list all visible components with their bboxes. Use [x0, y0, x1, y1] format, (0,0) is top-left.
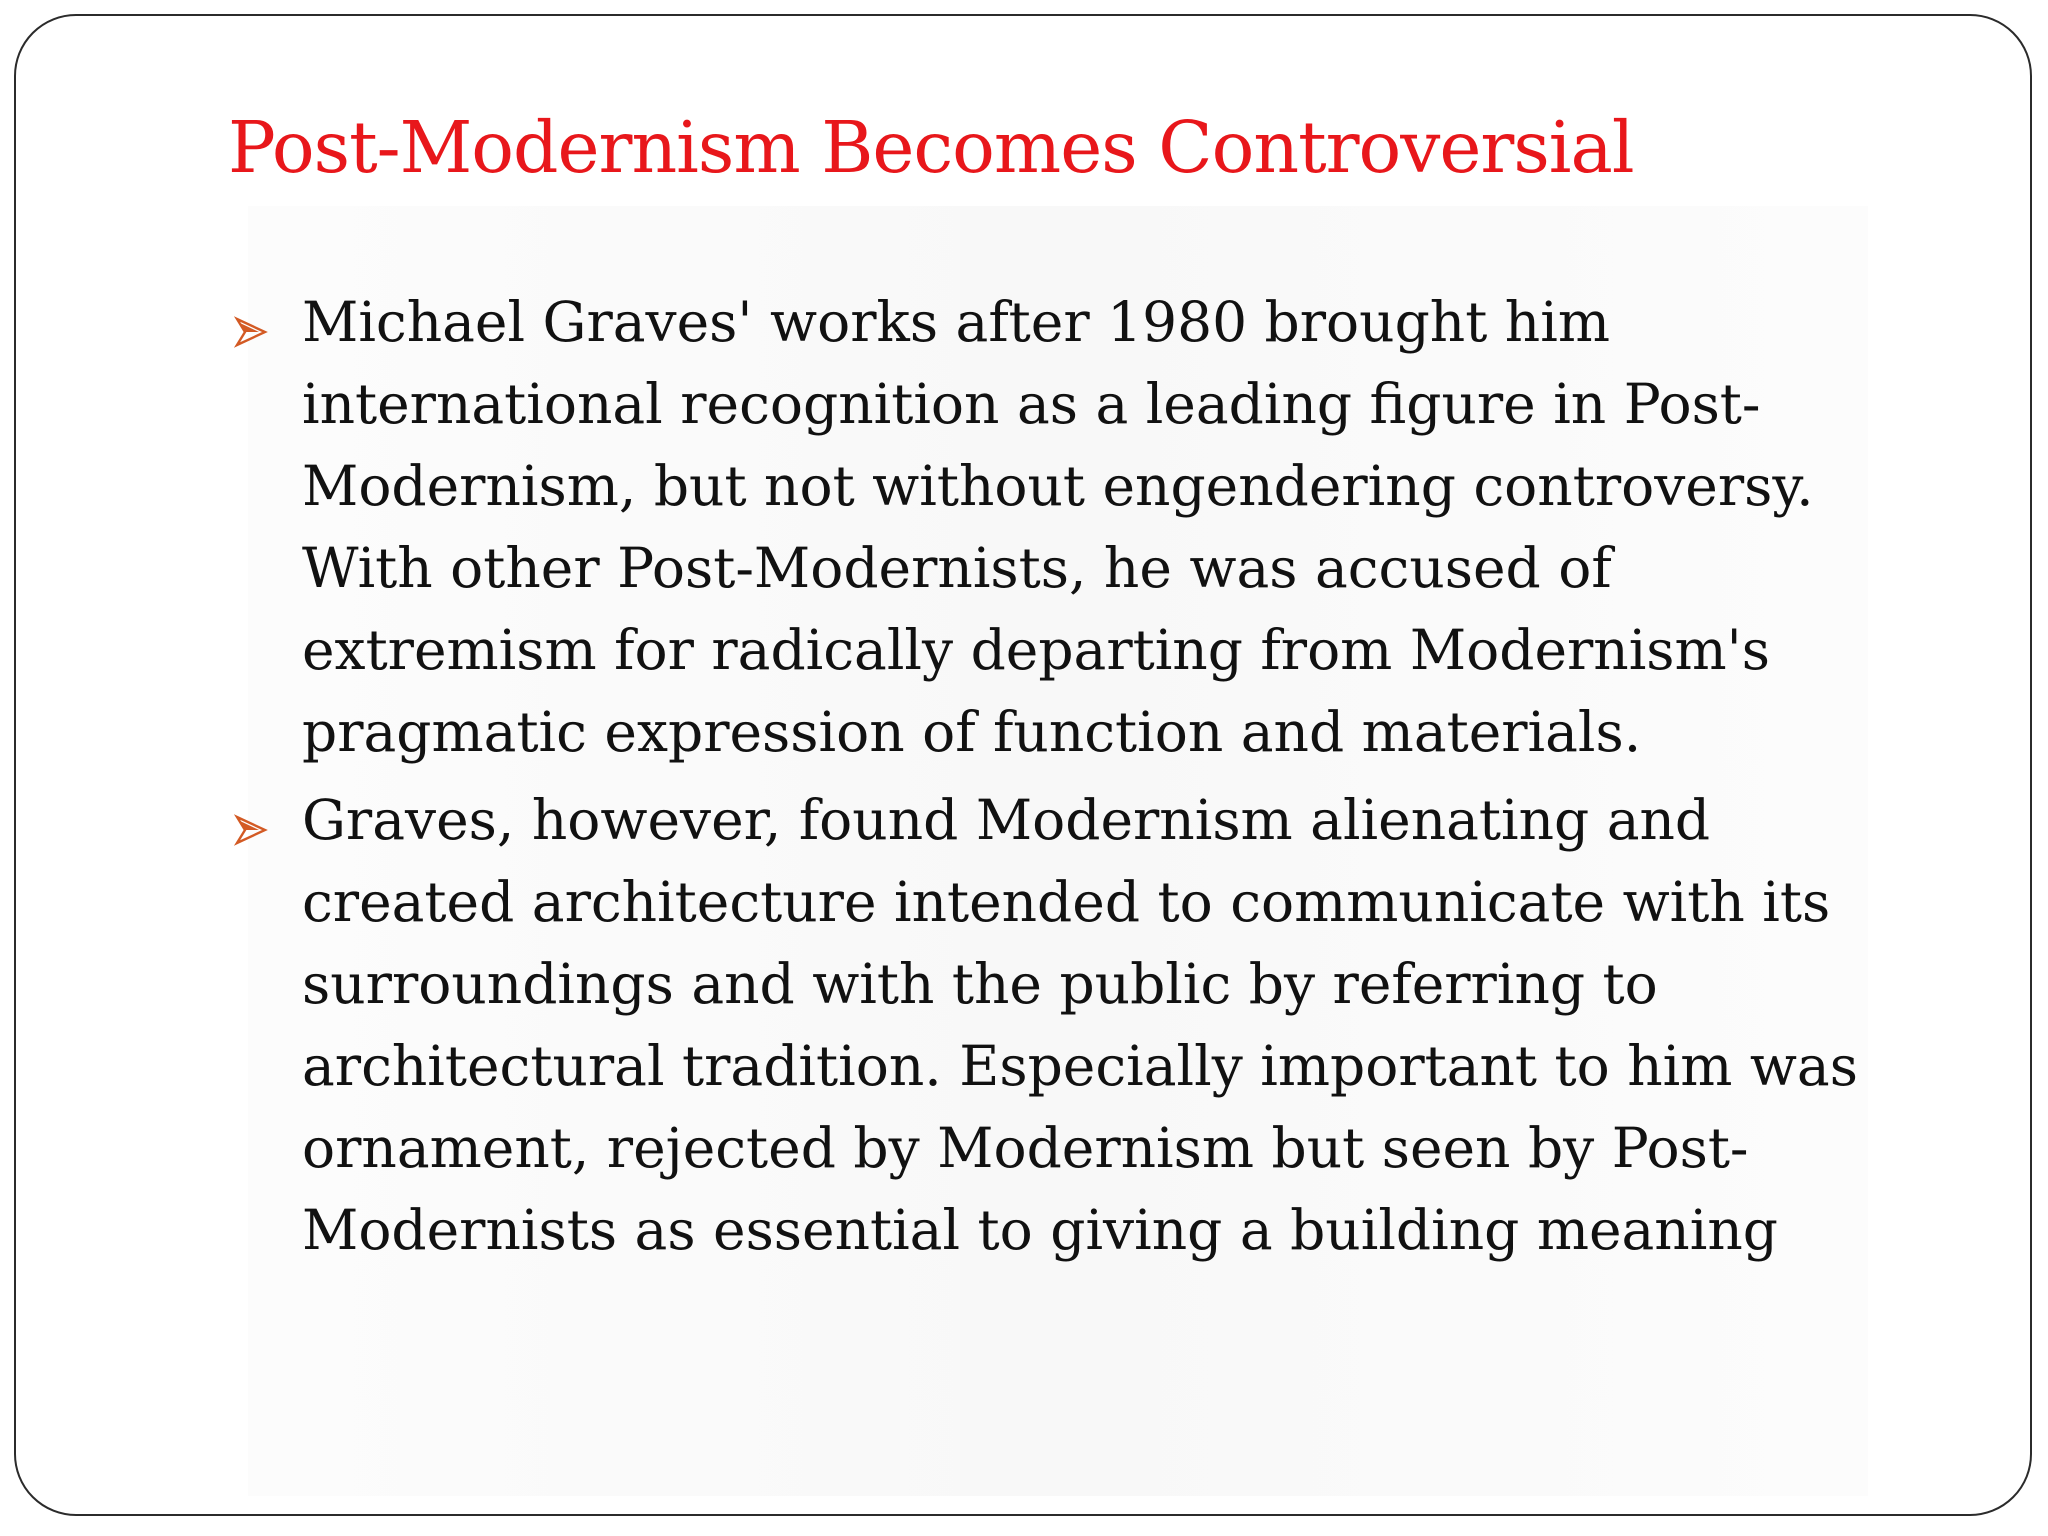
arrowhead-right-icon: [234, 813, 268, 847]
bullet-item: [228, 779, 1998, 1271]
arrowhead-right-icon: [234, 315, 268, 349]
bullet-list: [228, 281, 1998, 1277]
slide: [14, 14, 2032, 1516]
bullet-text: Graves, however, found Modernism alienating and created architecture intended to communicate with its surroundings and with the public by referring to architectural tradition. Especially important to him was ornament, rejected by Modernism but seen by Post- Modernists as essential to giving a building meaning: [302, 788, 1858, 1262]
bullet-text: Michael Graves' works after 1980 brought him international recognition as a leading figure in Post- Modernism, but not without engendering controversy. With other Post-Modernists, he was accused of extremism for radically departing from Modernism's pragmatic expression of function and materials.: [302, 290, 1814, 764]
bullet-item: [228, 281, 1998, 773]
slide-title: Post-Modernism Becomes Controversial: [228, 106, 1634, 189]
